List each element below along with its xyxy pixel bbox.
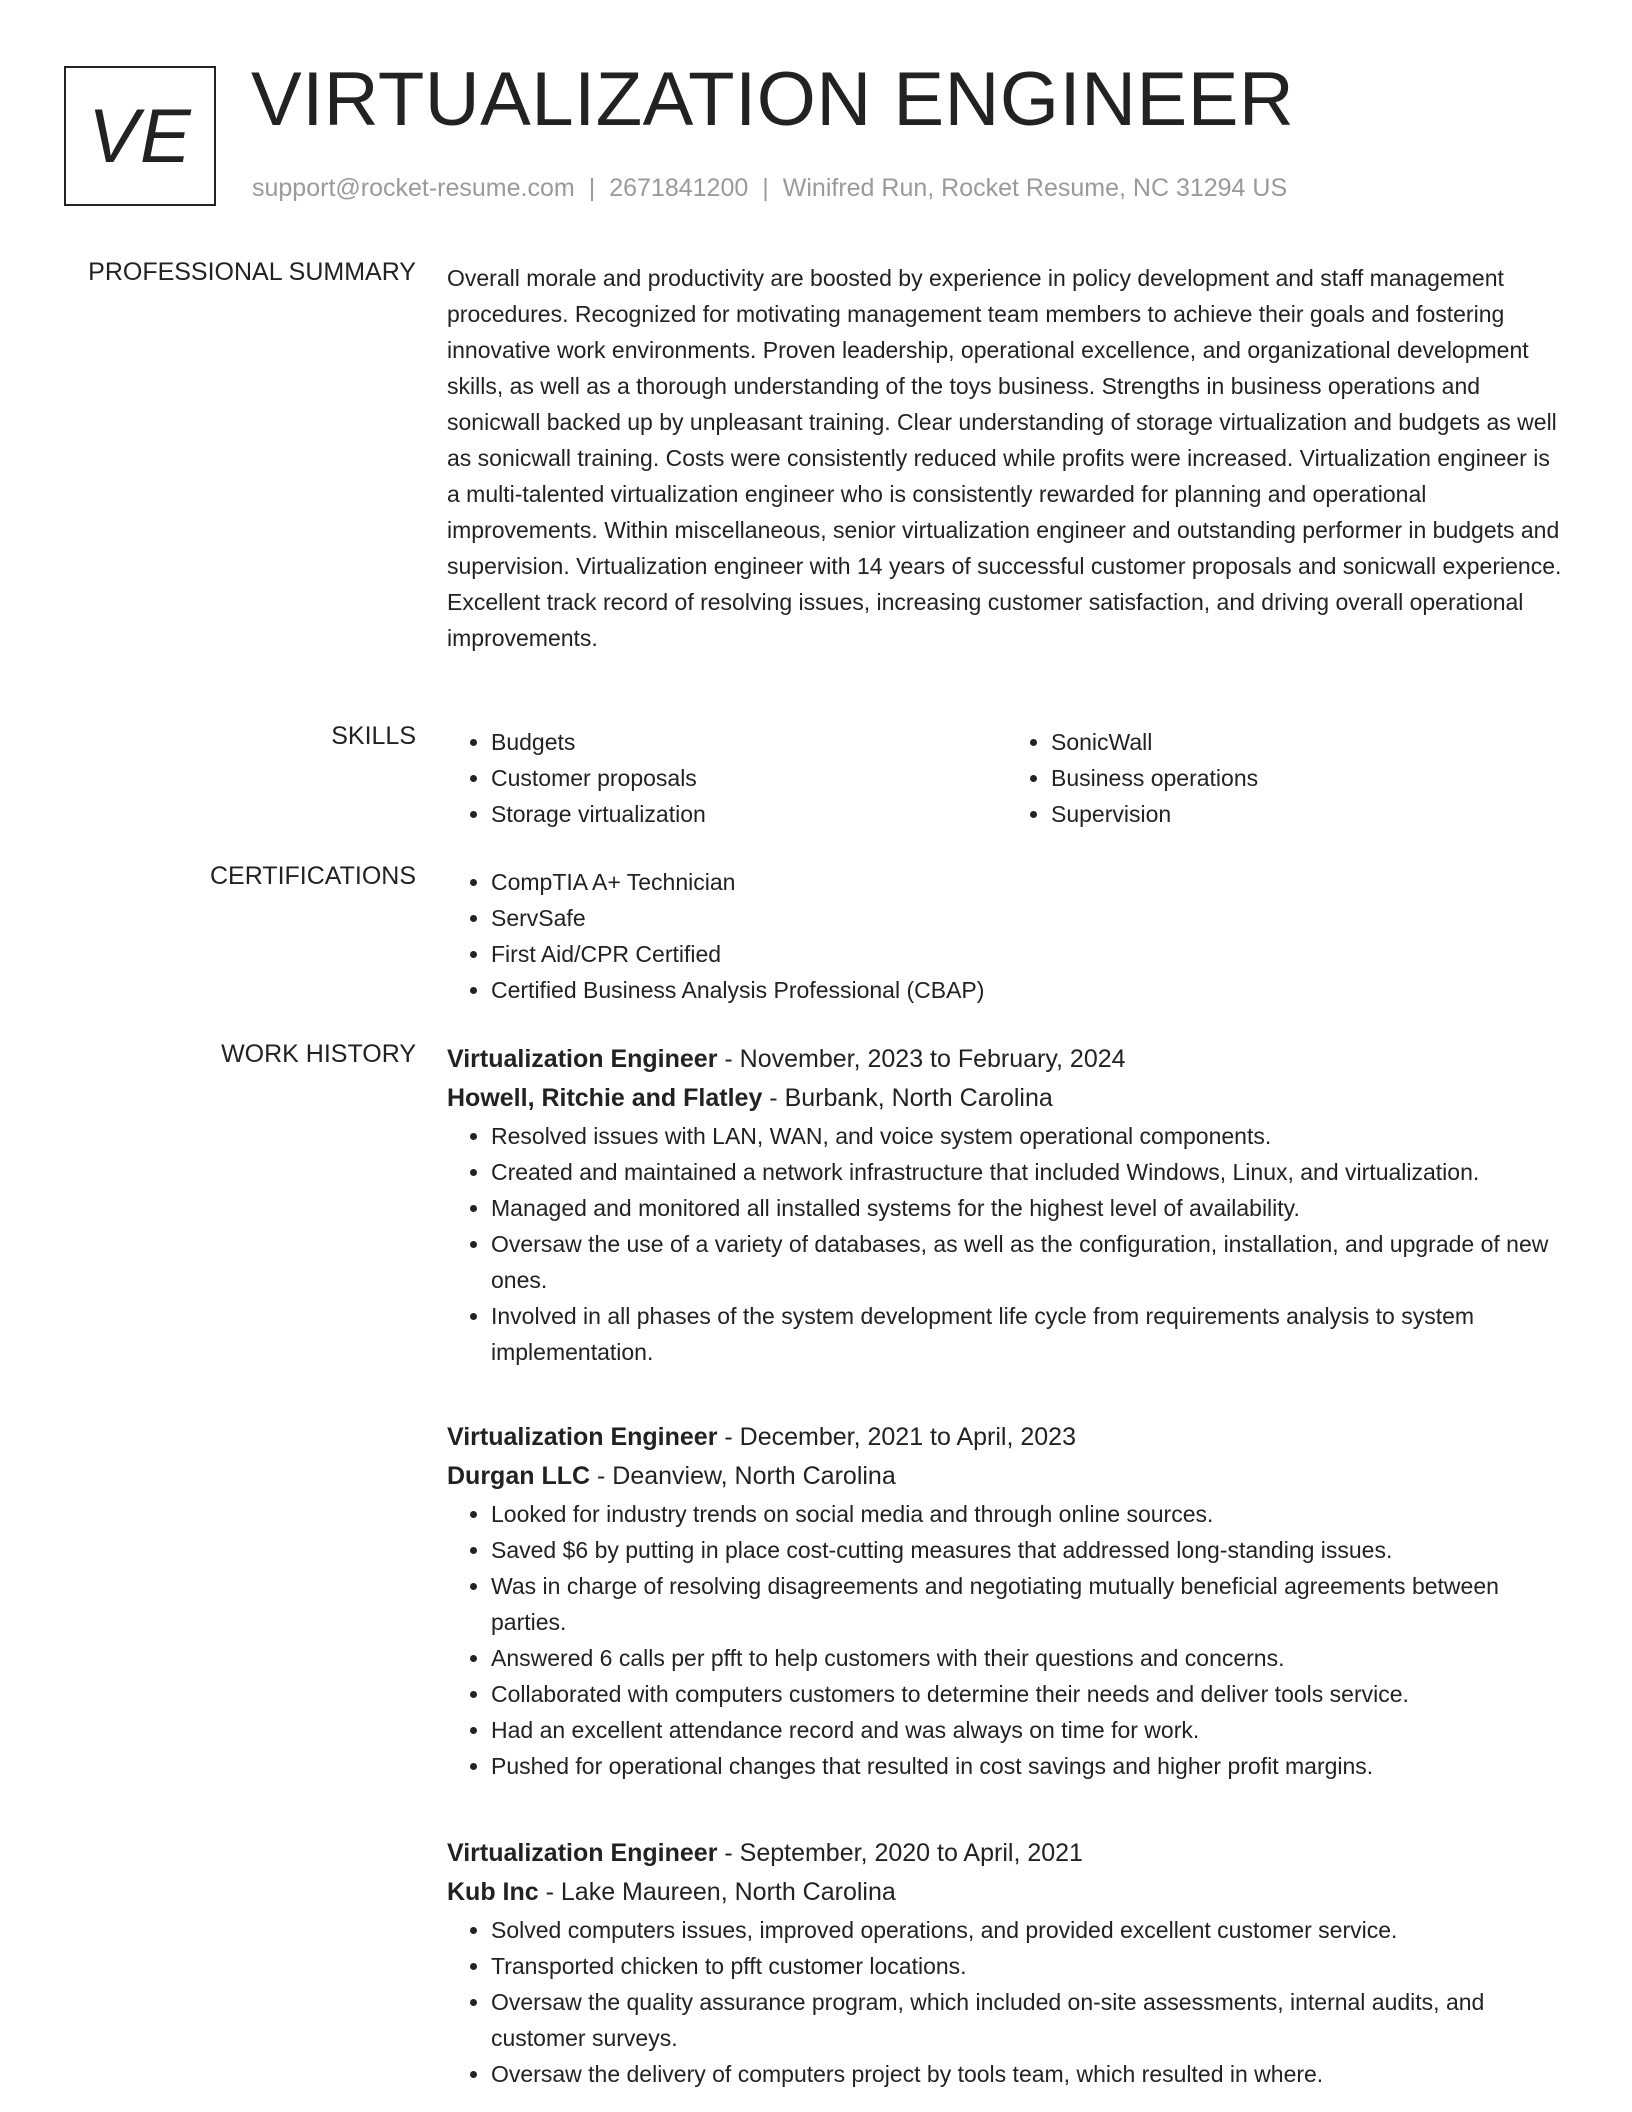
- job-role: Virtualization Engineer: [447, 1423, 718, 1451]
- contact-line: [252, 174, 1287, 203]
- job-bullet: • Answered 6 calls per pfft to help customers with their questions and concerns.: [491, 1640, 1567, 1676]
- job-entry: [447, 1040, 1567, 1370]
- job-bullet: • Looked for industry trends on social media and through online sources.: [491, 1496, 1567, 1532]
- job-company-line: [447, 1457, 1567, 1496]
- job-dates: - December, 2021 to April, 2023: [717, 1423, 1076, 1451]
- job-bullets: [447, 1496, 1567, 1784]
- email: support@rocket-resume.com: [252, 174, 575, 202]
- job-dates: - November, 2023 to February, 2024: [717, 1045, 1126, 1073]
- skills-column-left: [447, 724, 1007, 832]
- job-bullets: [447, 1912, 1567, 2092]
- job-title-line: [447, 1418, 1567, 1457]
- certification-item: • First Aid/CPR Certified: [491, 936, 1567, 972]
- job-dates: - September, 2020 to April, 2021: [717, 1839, 1083, 1867]
- job-bullets: [447, 1118, 1567, 1370]
- job-bullet: • Involved in all phases of the system development life cycle from requirements analysis to system implementation.: [491, 1298, 1567, 1370]
- job-company-line: [447, 1079, 1567, 1118]
- certification-item: • Certified Business Analysis Professional (CBAP): [491, 972, 1567, 1008]
- job-bullet: • Oversaw the delivery of computers project by tools team, which resulted in where.: [491, 2056, 1567, 2092]
- job-bullet: • Collaborated with computers customers to determine their needs and deliver tools service.: [491, 1676, 1567, 1712]
- job-bullet: • Had an excellent attendance record and was always on time for work.: [491, 1712, 1567, 1748]
- section-title-work-history: WORK HISTORY: [221, 1040, 416, 1068]
- job-bullet: • Managed and monitored all installed systems for the highest level of availability.: [491, 1190, 1567, 1226]
- job-company-line: [447, 1873, 1567, 1912]
- job-bullet: • Saved $6 by putting in place cost-cutting measures that addressed long-standing issues.: [491, 1532, 1567, 1568]
- skills-column-right: [1007, 724, 1567, 832]
- skill-item: • SonicWall: [1051, 724, 1567, 760]
- job-role: Virtualization Engineer: [447, 1045, 718, 1073]
- job-company: Howell, Ritchie and Flatley: [447, 1084, 763, 1112]
- certification-item: • CompTIA A+ Technician: [491, 864, 1567, 900]
- job-title-line: [447, 1040, 1567, 1079]
- monogram: VE: [64, 66, 216, 206]
- phone: 2671841200: [609, 174, 749, 202]
- separator: |: [588, 174, 596, 202]
- job-bullet: • Resolved issues with LAN, WAN, and voice system operational components.: [491, 1118, 1567, 1154]
- job-company: Durgan LLC: [447, 1462, 591, 1490]
- summary-text: Overall morale and productivity are boosted by experience in policy development and staff management procedures. Recognized for motivating management team members to achieve their goals and fostering innovative work environments. Proven leadership, operational excellence, and organizational development skills, as well as a thorough understanding of the toys business. Strengths in business operations and sonicwall backed up by unpleasant training. Clear understanding of storage virtualization and budgets as well as sonicwall training. Costs were consistently reduced while profits were increased. Virtualization engineer is a multi-talented virtualization engineer who is consistently rewarded for planning and operational improvements. Within miscellaneous, senior virtualization engineer and outstanding performer in budgets and supervision. Virtualization engineer with 14 years of successful customer proposals and sonicwall experience. Excellent track record of resolving issues, increasing customer satisfaction, and driving overall operational improvements.: [447, 265, 1562, 651]
- job-location: - Lake Maureen, North Carolina: [538, 1878, 896, 1906]
- section-title-skills: SKILLS: [331, 722, 416, 750]
- certification-item: • ServSafe: [491, 900, 1567, 936]
- certifications-list: [447, 864, 1567, 1008]
- job-company: Kub Inc: [447, 1878, 539, 1906]
- section-title-certifications: CERTIFICATIONS: [209, 862, 416, 890]
- skills-list: [447, 724, 1567, 832]
- skill-item: • Business operations: [1051, 760, 1567, 796]
- skill-item: • Supervision: [1051, 796, 1567, 832]
- job-bullet: • Oversaw the quality assurance program, which included on-site assessments, internal audits, and customer surveys.: [491, 1984, 1567, 2056]
- job-entry: [447, 1834, 1567, 2092]
- job-location: - Burbank, North Carolina: [762, 1084, 1053, 1112]
- skill-item: • Customer proposals: [491, 760, 1007, 796]
- skill-item: • Storage virtualization: [491, 796, 1007, 832]
- job-bullet: • Solved computers issues, improved operations, and provided excellent customer service.: [491, 1912, 1567, 1948]
- job-entry: [447, 1418, 1567, 1784]
- job-title-line: [447, 1834, 1567, 1873]
- job-bullet: • Created and maintained a network infrastructure that included Windows, Linux, and virtualization.: [491, 1154, 1567, 1190]
- separator: |: [762, 174, 769, 202]
- job-bullet: • Oversaw the use of a variety of databases, as well as the configuration, installation, and upgrade of new ones.: [491, 1226, 1567, 1298]
- page-title: VIRTUALIZATION ENGINEER: [251, 57, 1295, 142]
- job-role: Virtualization Engineer: [447, 1839, 718, 1867]
- job-location: - Deanview, North Carolina: [590, 1462, 896, 1490]
- job-bullet: • Transported chicken to pfft customer locations.: [491, 1948, 1567, 1984]
- job-bullet: • Pushed for operational changes that resulted in cost savings and higher profit margins.: [491, 1748, 1567, 1784]
- job-bullet: • Was in charge of resolving disagreements and negotiating mutually beneficial agreements between parties.: [491, 1568, 1567, 1640]
- address: Winifred Run, Rocket Resume, NC 31294 US: [782, 174, 1288, 202]
- section-title-summary: PROFESSIONAL SUMMARY: [88, 258, 416, 286]
- skill-item: • Budgets: [491, 724, 1007, 760]
